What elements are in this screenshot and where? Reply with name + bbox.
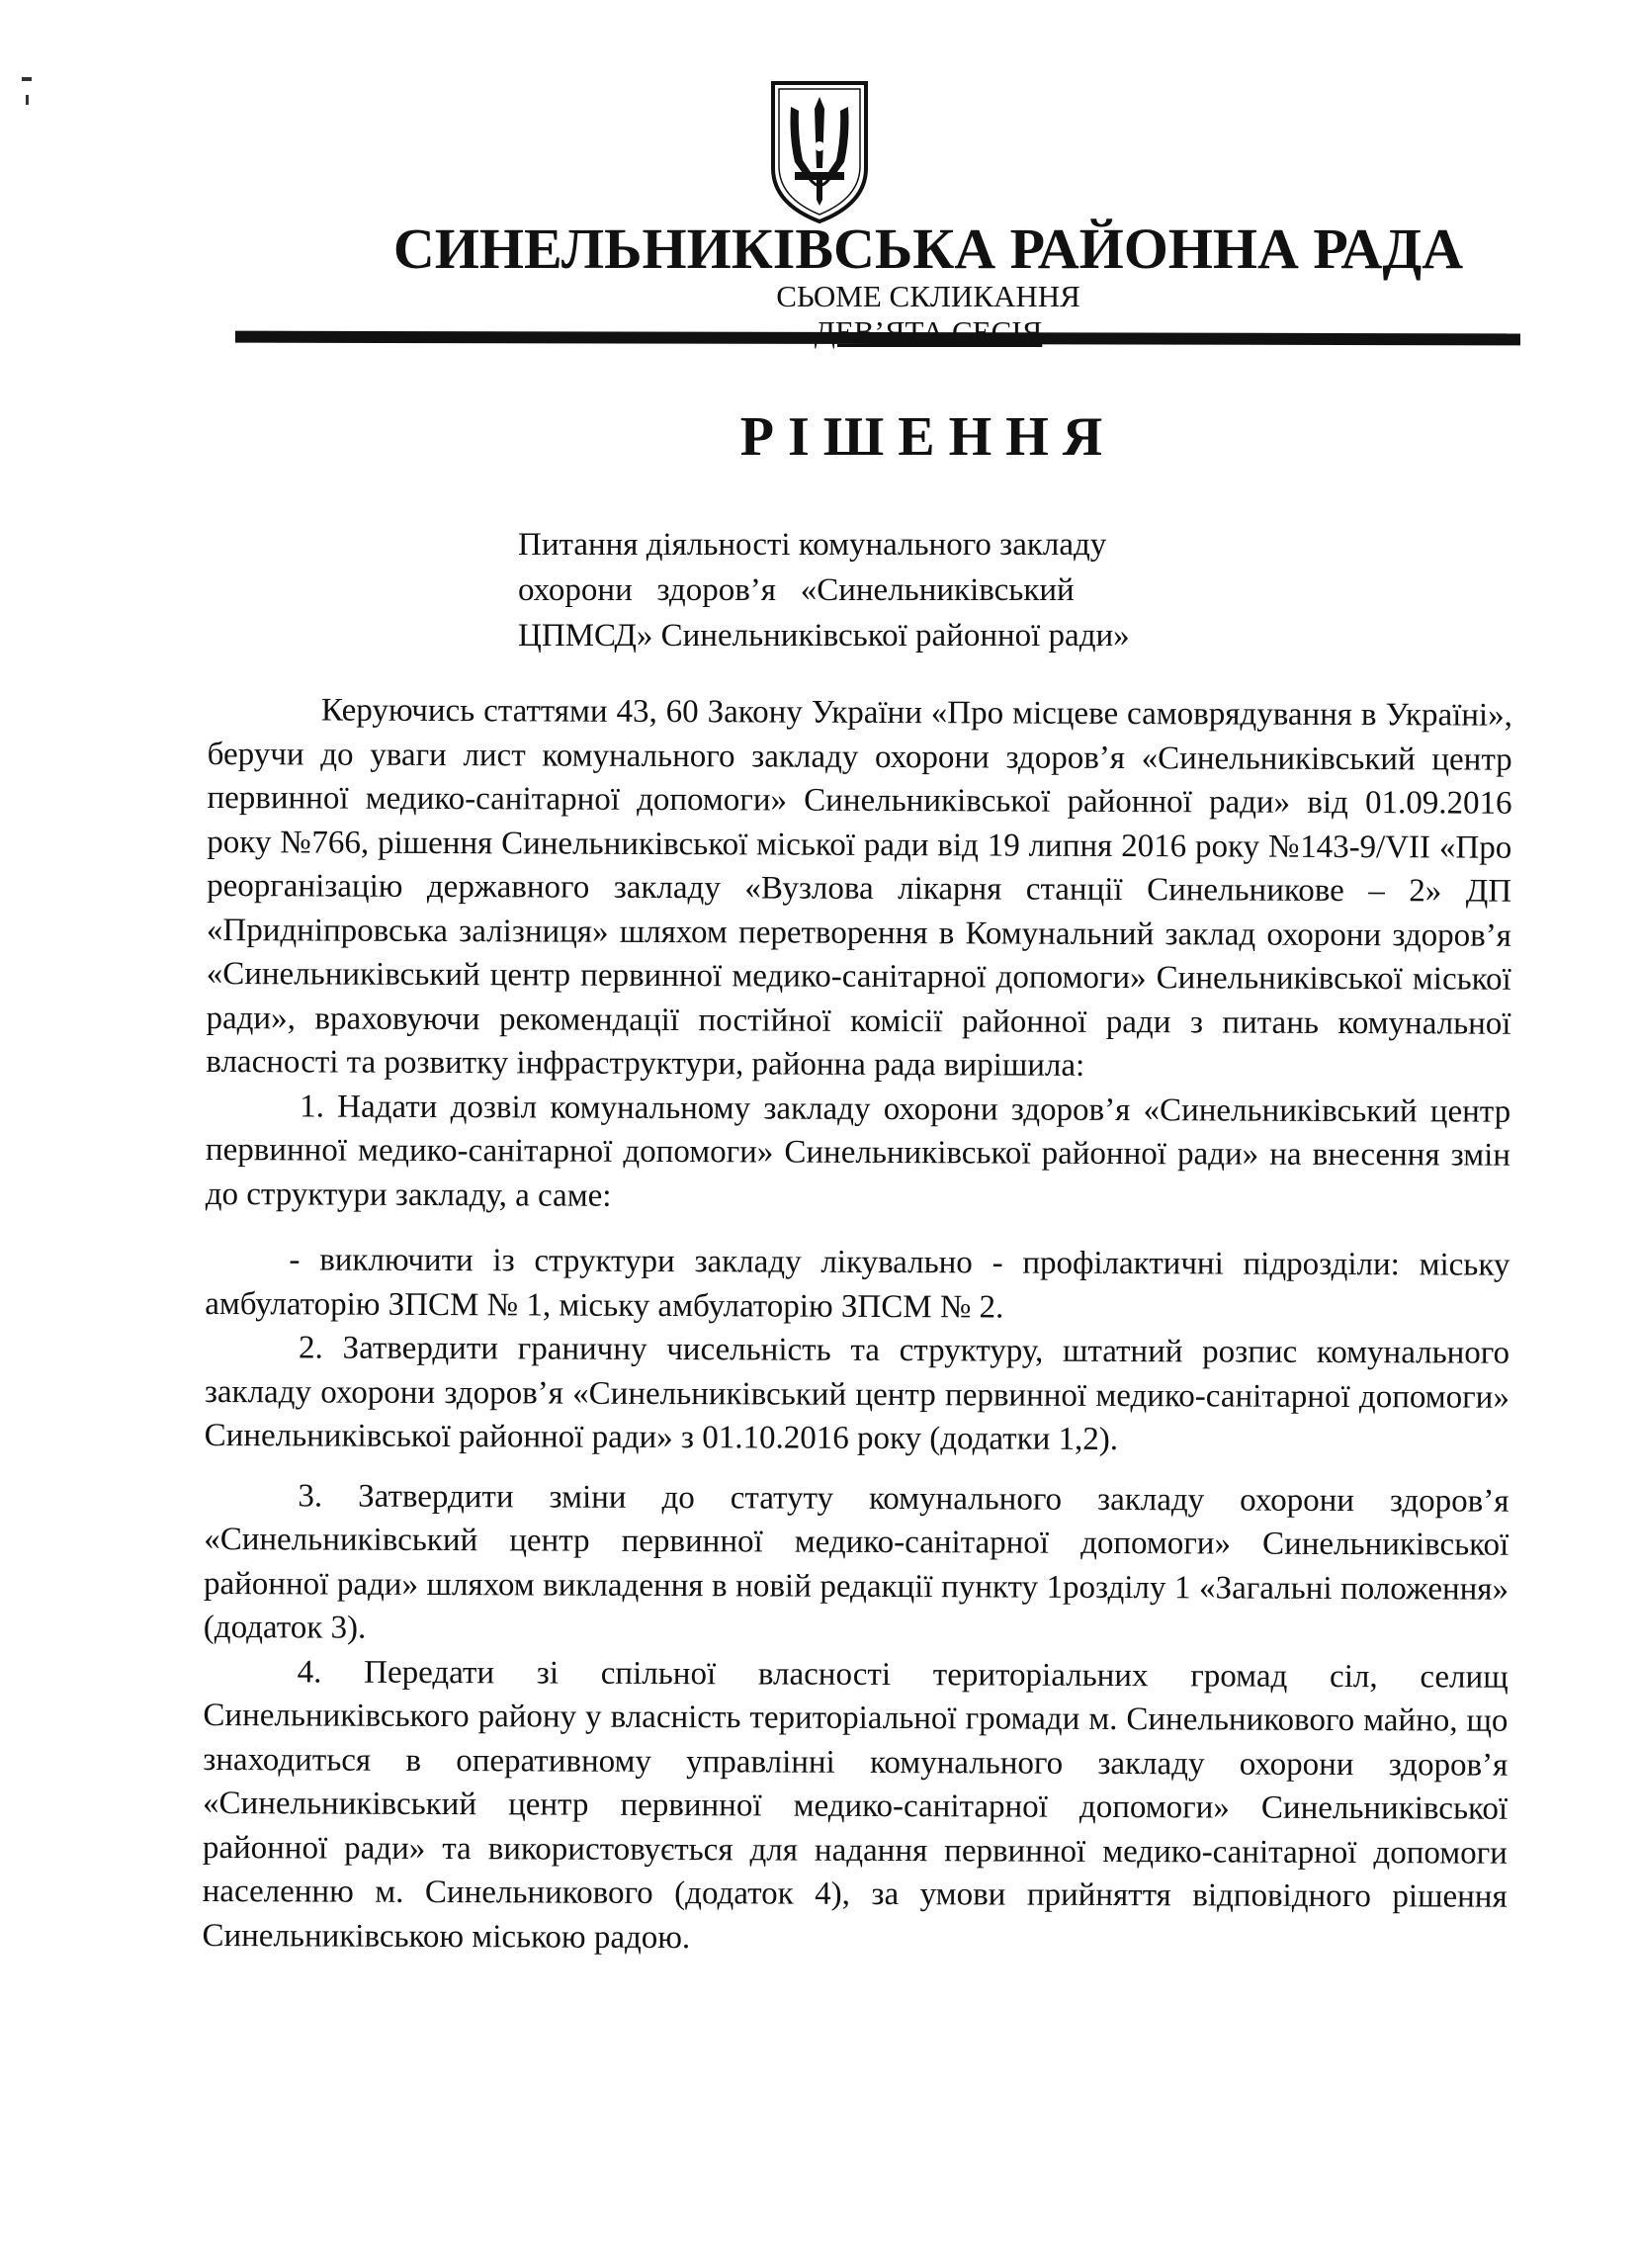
preamble-paragraph: Керуючись статтями 43, 60 Закону України «Про місцеве самоврядування в Україні», беручи до уваги лист комунального закладу охорони здоров’я «Синельниківський центр первинної медико-санітарної допомоги» Синельниківської районної ради» від 01.09.2016 року №766, рішення Синельниківської міської ради від 19 липня 2016 року №143-9/VII «Про реорганізацію державного закладу «Вузлова лікарня станції Синельникове – 2» ДП «Придніпровська залізниця» шляхом перетворення в Комунальний заклад охорони здоров’я «Синельниківський центр первинної медико-санітарної допомоги» Синельниківської міської ради», враховуючи рекомендації постійної комісії районної ради з питань комунальної власності та розвитку інфраструктури, районна рада вирішила:	[206, 692, 1512, 1084]
scan-artifact	[22, 77, 32, 81]
subject-line: охорони здоров’я «Синельниківський	[518, 572, 1075, 608]
convocation: СЬОМЕ СКЛИКАННЯ	[776, 279, 1080, 313]
decision-item-2: 2. Затвердити граничну чисельність та структуру, штатний розпис комунального закладу охорони здоров’я «Синельниківський центр первинної медико-санітарної допомоги» Синельниківської районної ради» з 01.10.2016 року (додатки 1,2).	[204, 1330, 1510, 1458]
council-name: СИНЕЛЬНИКІВСЬКА РАЙОННА РАДА	[392, 217, 1464, 281]
subject-line: Питання діяльності комунального закладу	[518, 527, 1107, 563]
scan-artifact	[26, 95, 29, 105]
decision-item-3: 3. Затвердити зміни до статуту комунального закладу охорони здоров’я «Синельниківський центр первинної медико-санітарної допомоги» Синельниківської районної ради» шляхом викладення в новій редакції пункту 1розділу 1 «Загальні положення» (додаток 3).	[203, 1477, 1510, 1646]
decision-subject	[518, 522, 1269, 658]
trident-coat-of-arms-icon	[765, 77, 874, 225]
decision-item-4: 4. Передати зі спільної власності територіальних громад сіл, селищ Синельниківського району у власність територіальної громади м. Синельникового майно, що знаходиться в оперативному управлінні комунального закладу охорони здоров’я «Синельниківський центр первинної медико-санітарної допомоги» Синельниківської районної ради» та використовується для надання первинної медико-санітарної допомоги населенню м. Синельникового (додаток 4), за умови прийняття відповідного рішення Синельниківською міською радою.	[202, 1653, 1509, 1956]
decision-body	[202, 688, 1512, 1963]
document-type-title: РІШЕННЯ	[739, 406, 1117, 468]
decision-item-1-subitem: - виключити із структури закладу лікувально - профілактичні підрозділи: міську амбулаторію ЗПСМ № 1, міську амбулаторію ЗПСМ № 2.	[205, 1242, 1510, 1326]
decision-item-1: 1. Надати дозвіл комунальному закладу охорони здоров’я «Синельниківський центр первинної медико-санітарної допомоги» Синельниківської районної ради» на внесення змін до структури закладу, а саме:	[205, 1088, 1511, 1214]
subject-line: ЦПМСД» Синельниківської районної ради»	[518, 618, 1130, 654]
